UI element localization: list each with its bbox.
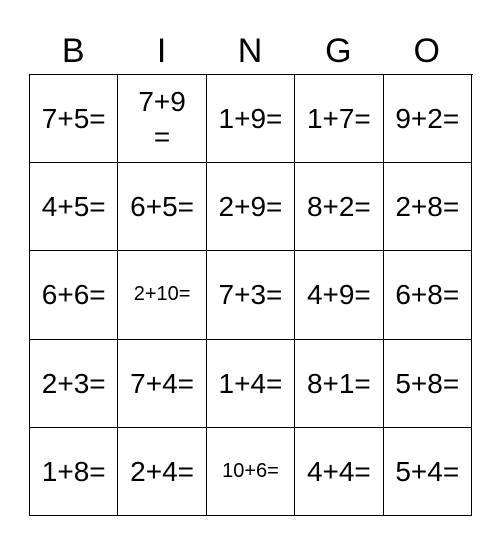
bingo-cell[interactable]: 4+5= (30, 163, 118, 251)
bingo-cell[interactable]: 10+6= (207, 428, 295, 516)
header-letter-g: G (325, 32, 352, 70)
bingo-cell[interactable]: 7+5= (30, 75, 118, 163)
bingo-cell[interactable]: 1+8= (30, 428, 118, 516)
bingo-cell[interactable]: 4+9= (295, 251, 383, 339)
bingo-cell[interactable]: 1+9= (207, 75, 295, 163)
bingo-cell[interactable]: 6+5= (118, 163, 206, 251)
bingo-cell[interactable]: 8+2= (295, 163, 383, 251)
bingo-cell[interactable]: 1+4= (207, 340, 295, 428)
header-letter-b: B (61, 32, 85, 70)
bingo-cell[interactable]: 8+1= (295, 340, 383, 428)
bingo-cell[interactable]: 7+3= (207, 251, 295, 339)
header-letter-n: N (237, 32, 263, 70)
bingo-cell[interactable]: 5+8= (384, 340, 472, 428)
bingo-cell[interactable]: 7+9 = (118, 75, 206, 163)
bingo-cell[interactable]: 2+3= (30, 340, 118, 428)
bingo-cell[interactable]: 6+6= (30, 251, 118, 339)
bingo-cell[interactable]: 9+2= (384, 75, 472, 163)
bingo-cell[interactable]: 6+8= (384, 251, 472, 339)
bingo-cell[interactable]: 2+4= (118, 428, 206, 516)
header-letter-o: O (413, 32, 440, 70)
bingo-cell[interactable]: 5+4= (384, 428, 472, 516)
bingo-grid (29, 74, 473, 516)
bingo-card (29, 28, 473, 516)
bingo-cell[interactable]: 1+7= (295, 75, 383, 163)
bingo-cell[interactable]: 4+4= (295, 428, 383, 516)
header-letter-i: I (156, 32, 167, 70)
bingo-header (29, 28, 473, 74)
bingo-cell[interactable]: 2+10= (118, 251, 206, 339)
bingo-cell[interactable]: 2+8= (384, 163, 472, 251)
bingo-cell[interactable]: 2+9= (207, 163, 295, 251)
bingo-cell[interactable]: 7+4= (118, 340, 206, 428)
